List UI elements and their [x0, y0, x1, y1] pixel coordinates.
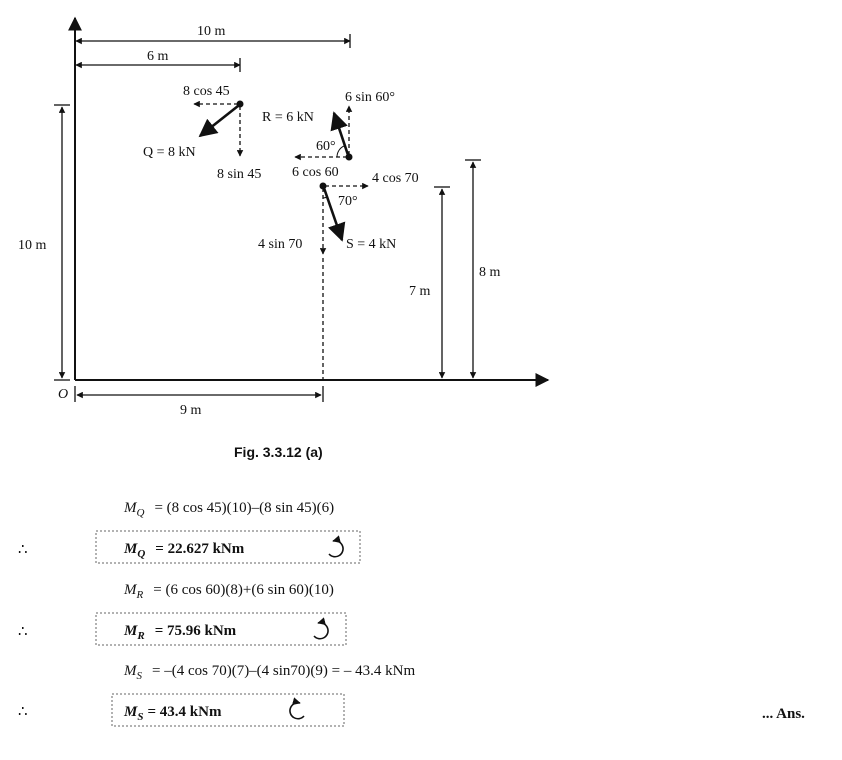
- therefore-1: ∴: [18, 542, 28, 558]
- dim-right-8m-label: 8 m: [479, 265, 501, 280]
- s-angle-label: 70°: [338, 194, 358, 209]
- force-r-label: R = 6 kN: [262, 110, 314, 125]
- therefore-2: ∴: [18, 624, 28, 640]
- clockwise-icon: [290, 703, 304, 719]
- therefore-3: ∴: [18, 704, 28, 720]
- s-vertical-component: 4 sin 70: [258, 237, 303, 252]
- q-vertical-component: 8 sin 45: [217, 167, 262, 182]
- eq-mq-result: $M_Q = 22.627$ kNm: [124, 541, 245, 560]
- s-horizontal-component: 4 cos 70: [372, 171, 419, 186]
- force-q-label: Q = 8 kN: [143, 145, 196, 160]
- axes: [75, 18, 548, 380]
- force-s: [320, 183, 369, 381]
- dim-top-10m-label: 10 m: [197, 24, 226, 39]
- dim-top-6m-label: 6 m: [147, 49, 169, 64]
- r-vertical-component: 6 sin 60°: [345, 90, 395, 105]
- figure-caption: Fig. 3.3.12 (a): [234, 444, 323, 460]
- force-q: [194, 101, 244, 157]
- force-s-label: S = 4 kN: [346, 237, 397, 252]
- eq-mq: $M_Q = (8$ cos 45)(10)–(8 sin 45)(6): [124, 500, 335, 519]
- anticlockwise-icon: [329, 541, 343, 557]
- dim-right-7m-label: 7 m: [409, 284, 431, 299]
- dim-bottom-9m-label: 9 m: [180, 403, 202, 418]
- q-horizontal-component: 8 cos 45: [183, 84, 230, 99]
- r-horizontal-component: 6 cos 60: [292, 165, 339, 180]
- dimension-lines: [54, 34, 481, 402]
- dim-left-10m-label: 10 m: [18, 238, 47, 253]
- eq-ms-result: $M_S = 43.4$ kNm: [124, 704, 222, 723]
- anticlockwise-icon: [314, 623, 328, 639]
- r-angle-label: 60°: [316, 139, 336, 154]
- eq-mr: $M_R = (6$ cos 60)(8)+(6 sin 60)(10): [124, 582, 334, 601]
- eq-mr-result: $M_R = 75.96$ kNm: [124, 623, 237, 642]
- equations: [18, 500, 805, 726]
- origin-label: O: [58, 387, 69, 402]
- answer-marker: ... Ans.: [762, 706, 805, 722]
- eq-ms: $M_S = -(4$ cos 70)(7)–(4 sin70)(9) = – 43.4 kNm: [124, 663, 416, 682]
